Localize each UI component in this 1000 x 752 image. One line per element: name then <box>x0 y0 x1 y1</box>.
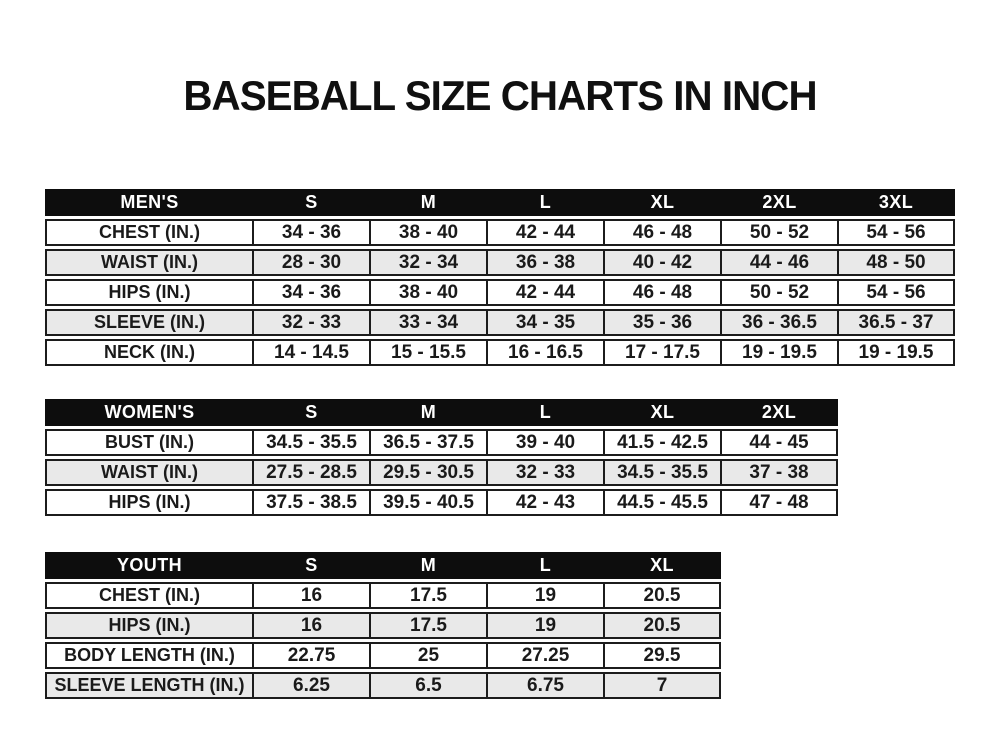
column-header: S <box>253 552 370 579</box>
size-cell: 36.5 - 37.5 <box>370 429 487 456</box>
size-cell: 16 - 16.5 <box>487 339 604 366</box>
column-header: L <box>487 399 604 426</box>
row-label: HIPS (IN.) <box>45 489 253 516</box>
size-cell: 37.5 - 38.5 <box>253 489 370 516</box>
table-row <box>45 489 838 516</box>
table-row <box>45 672 721 699</box>
size-cell: 40 - 42 <box>604 249 721 276</box>
size-cell: 19 - 19.5 <box>721 339 838 366</box>
size-cell: 20.5 <box>604 582 721 609</box>
size-cell: 38 - 40 <box>370 279 487 306</box>
size-cell: 39.5 - 40.5 <box>370 489 487 516</box>
size-cell: 36 - 36.5 <box>721 309 838 336</box>
size-cell: 46 - 48 <box>604 279 721 306</box>
men-s-size-table <box>45 186 955 369</box>
size-cell: 54 - 56 <box>838 279 955 306</box>
size-cell: 27.25 <box>487 642 604 669</box>
table-row <box>45 582 721 609</box>
size-cell: 37 - 38 <box>721 459 838 486</box>
table-row <box>45 219 955 246</box>
row-label: CHEST (IN.) <box>45 582 253 609</box>
size-cell: 36 - 38 <box>487 249 604 276</box>
row-label: CHEST (IN.) <box>45 219 253 246</box>
size-cell: 15 - 15.5 <box>370 339 487 366</box>
size-cell: 38 - 40 <box>370 219 487 246</box>
size-cell: 32 - 33 <box>253 309 370 336</box>
column-header: L <box>487 189 604 216</box>
size-cell: 22.75 <box>253 642 370 669</box>
size-cell: 6.25 <box>253 672 370 699</box>
size-cell: 32 - 33 <box>487 459 604 486</box>
size-cell: 42 - 44 <box>487 219 604 246</box>
table-row <box>45 249 955 276</box>
size-cell: 29.5 - 30.5 <box>370 459 487 486</box>
table-title: WOMEN'S <box>45 399 253 426</box>
header-row <box>45 189 955 216</box>
column-header: 3XL <box>838 189 955 216</box>
column-header: XL <box>604 552 721 579</box>
size-cell: 20.5 <box>604 612 721 639</box>
size-cell: 33 - 34 <box>370 309 487 336</box>
column-header: M <box>370 399 487 426</box>
row-label: SLEEVE (IN.) <box>45 309 253 336</box>
size-cell: 19 - 19.5 <box>838 339 955 366</box>
size-cell: 46 - 48 <box>604 219 721 246</box>
row-label: BODY LENGTH (IN.) <box>45 642 253 669</box>
size-cell: 29.5 <box>604 642 721 669</box>
column-header: XL <box>604 189 721 216</box>
size-cell: 42 - 43 <box>487 489 604 516</box>
table-row <box>45 309 955 336</box>
size-cell: 14 - 14.5 <box>253 339 370 366</box>
size-cell: 34 - 36 <box>253 219 370 246</box>
page-title: BASEBALL SIZE CHARTS IN INCH <box>183 72 817 119</box>
size-cell: 42 - 44 <box>487 279 604 306</box>
women-s-size-table <box>45 396 838 519</box>
table-title: MEN'S <box>45 189 253 216</box>
row-label: HIPS (IN.) <box>45 279 253 306</box>
size-cell: 47 - 48 <box>721 489 838 516</box>
size-cell: 17.5 <box>370 582 487 609</box>
table-row <box>45 612 721 639</box>
size-cell: 28 - 30 <box>253 249 370 276</box>
size-cell: 6.75 <box>487 672 604 699</box>
column-header: 2XL <box>721 399 838 426</box>
row-label: BUST (IN.) <box>45 429 253 456</box>
size-cell: 44.5 - 45.5 <box>604 489 721 516</box>
size-cell: 34.5 - 35.5 <box>604 459 721 486</box>
size-cell: 27.5 - 28.5 <box>253 459 370 486</box>
row-label: NECK (IN.) <box>45 339 253 366</box>
column-header: 2XL <box>721 189 838 216</box>
size-cell: 16 <box>253 612 370 639</box>
youth-size-table <box>45 549 721 702</box>
size-cell: 17.5 <box>370 612 487 639</box>
column-header: M <box>370 189 487 216</box>
size-cell: 6.5 <box>370 672 487 699</box>
size-cell: 39 - 40 <box>487 429 604 456</box>
row-label: HIPS (IN.) <box>45 612 253 639</box>
size-cell: 34 - 36 <box>253 279 370 306</box>
size-cell: 16 <box>253 582 370 609</box>
column-header: XL <box>604 399 721 426</box>
size-cell: 19 <box>487 612 604 639</box>
size-cell: 36.5 - 37 <box>838 309 955 336</box>
size-cell: 32 - 34 <box>370 249 487 276</box>
size-cell: 44 - 45 <box>721 429 838 456</box>
table-row <box>45 429 838 456</box>
size-cell: 35 - 36 <box>604 309 721 336</box>
column-header: S <box>253 189 370 216</box>
table-row <box>45 279 955 306</box>
size-cell: 48 - 50 <box>838 249 955 276</box>
table-row <box>45 459 838 486</box>
size-cell: 44 - 46 <box>721 249 838 276</box>
size-cell: 41.5 - 42.5 <box>604 429 721 456</box>
column-header: L <box>487 552 604 579</box>
row-label: SLEEVE LENGTH (IN.) <box>45 672 253 699</box>
header-row <box>45 399 838 426</box>
size-cell: 19 <box>487 582 604 609</box>
size-cell: 25 <box>370 642 487 669</box>
row-label: WAIST (IN.) <box>45 249 253 276</box>
row-label: WAIST (IN.) <box>45 459 253 486</box>
size-cell: 34.5 - 35.5 <box>253 429 370 456</box>
size-cell: 7 <box>604 672 721 699</box>
header-row <box>45 552 721 579</box>
table-row <box>45 339 955 366</box>
size-cell: 50 - 52 <box>721 279 838 306</box>
size-cell: 50 - 52 <box>721 219 838 246</box>
table-row <box>45 642 721 669</box>
table-title: YOUTH <box>45 552 253 579</box>
size-cell: 34 - 35 <box>487 309 604 336</box>
column-header: S <box>253 399 370 426</box>
size-cell: 17 - 17.5 <box>604 339 721 366</box>
column-header: M <box>370 552 487 579</box>
size-cell: 54 - 56 <box>838 219 955 246</box>
